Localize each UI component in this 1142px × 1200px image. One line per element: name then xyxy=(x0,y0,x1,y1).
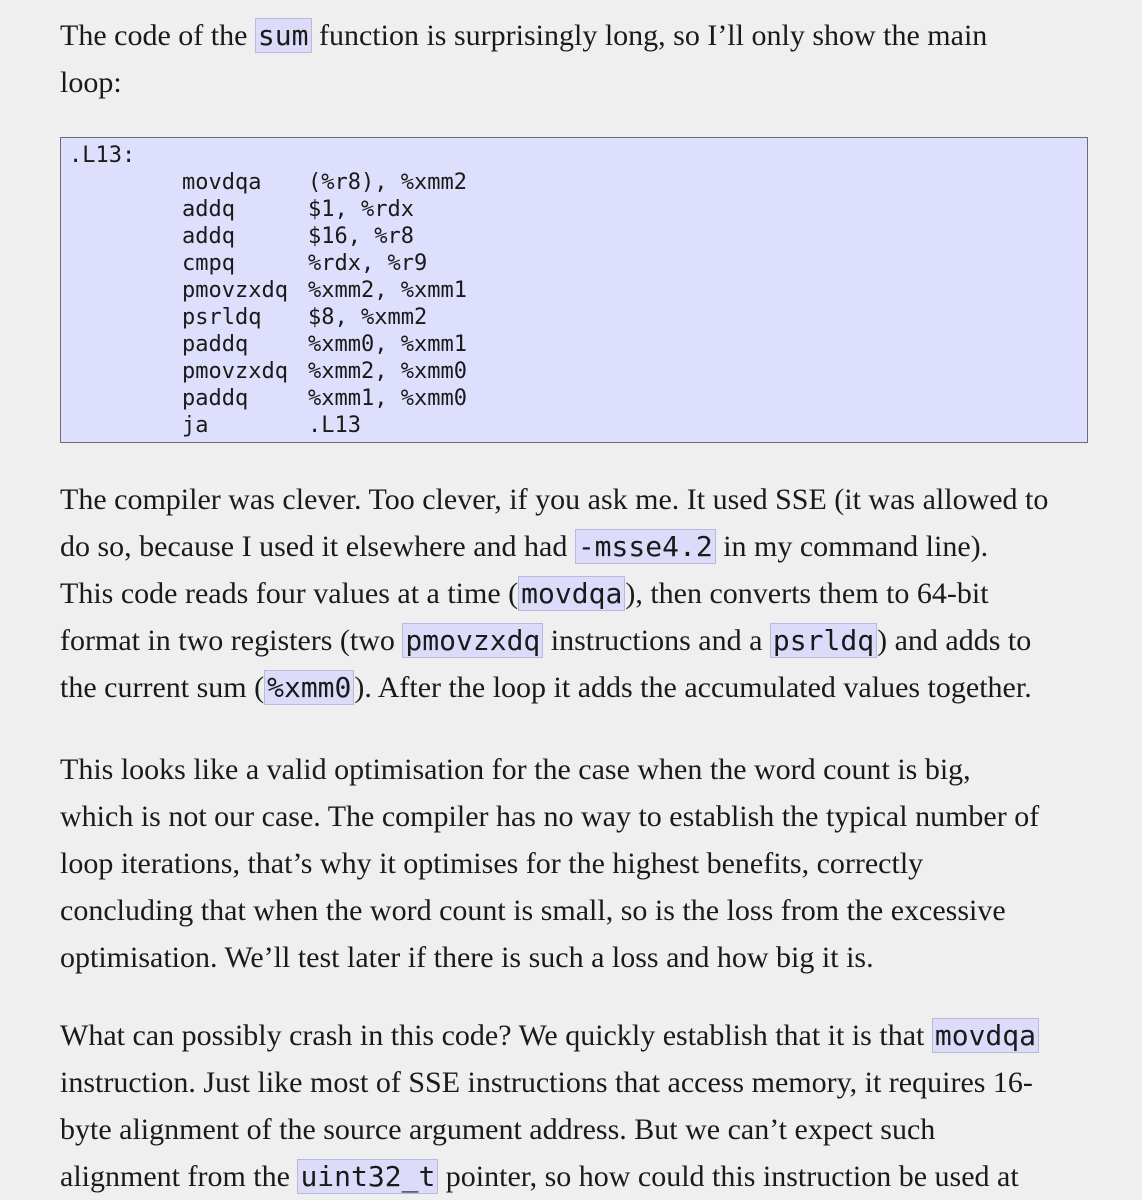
code-operands: $16, %r8 xyxy=(308,224,414,249)
code-operands: .L13 xyxy=(308,413,361,438)
text-span: function is surprisingly long, so I’ll only show the main xyxy=(311,19,988,52)
code-opcode: addq xyxy=(182,224,235,249)
text-span: alignment from the xyxy=(60,1160,298,1193)
inline-code-sum: sum xyxy=(255,18,312,53)
inline-code-xmm0: %xmm0 xyxy=(264,670,354,705)
paragraph-compiler-clever xyxy=(60,476,1100,711)
text-span: What can possibly crash in this code? We quickly establish that it is that xyxy=(60,1019,932,1052)
code-line xyxy=(69,169,1087,196)
text-line xyxy=(60,12,1100,59)
text-line xyxy=(60,1153,1100,1200)
code-lines xyxy=(69,169,1087,439)
text-line xyxy=(60,570,1100,617)
code-opcode: movdqa xyxy=(182,170,262,195)
text-line xyxy=(60,523,1100,570)
text-span: pointer, so how could this instruction be used at xyxy=(438,1160,1019,1193)
code-line xyxy=(69,304,1087,331)
code-opcode: psrldq xyxy=(182,305,262,330)
text-span: ), then converts them to 64-bit xyxy=(625,577,989,610)
code-opcode: cmpq xyxy=(182,251,235,276)
text-line: instruction. Just like most of SSE instructions that access memory, it requires 16- xyxy=(60,1066,1033,1099)
text-line: The compiler was clever. Too clever, if you ask me. It used SSE (it was allowed to xyxy=(60,483,1049,516)
text-line: byte alignment of the source argument address. But we can’t expect such xyxy=(60,1113,936,1146)
code-line xyxy=(69,196,1087,223)
code-line xyxy=(69,223,1087,250)
code-operands: %xmm1, %xmm0 xyxy=(308,386,467,411)
code-line xyxy=(69,358,1087,385)
assembly-code-block xyxy=(60,137,1088,443)
text-line xyxy=(60,1012,1100,1059)
text-span: the current sum ( xyxy=(60,671,265,704)
code-operands: $1, %rdx xyxy=(308,197,414,222)
code-line xyxy=(69,331,1087,358)
text-span: in my command line). xyxy=(715,530,989,563)
text-span: instructions and a xyxy=(543,624,770,657)
code-operands: %xmm0, %xmm1 xyxy=(308,332,467,357)
code-operands: (%r8), %xmm2 xyxy=(308,170,467,195)
text-line xyxy=(60,617,1100,664)
code-opcode: ja xyxy=(182,413,209,438)
text-line: concluding that when the word count is small, so is the loss from the excessive xyxy=(60,894,1006,927)
inline-code-msse: -msse4.2 xyxy=(575,529,716,564)
code-opcode: pmovzxdq xyxy=(182,359,288,384)
text-line: loop iterations, that’s why it optimises for the highest benefits, correctly xyxy=(60,847,924,880)
inline-code-uint32: uint32_t xyxy=(297,1159,438,1194)
paragraph-optimisation xyxy=(60,746,1100,981)
code-line xyxy=(69,412,1087,439)
text-span: format in two registers (two xyxy=(60,624,403,657)
code-opcode: paddq xyxy=(182,386,249,411)
text-span: ). After the loop it adds the accumulated values together. xyxy=(354,671,1032,704)
inline-code-movdqa: movdqa xyxy=(518,576,625,611)
inline-code-psrldq: psrldq xyxy=(770,623,877,658)
code-opcode: addq xyxy=(182,197,235,222)
code-line xyxy=(69,250,1087,277)
code-opcode: pmovzxdq xyxy=(182,278,288,303)
text-line: optimisation. We’ll test later if there is such a loss and how big it is. xyxy=(60,941,874,974)
text-span: ) and adds to xyxy=(877,624,1032,657)
text-line: which is not our case. The compiler has no way to establish the typical number of xyxy=(60,800,1040,833)
text-span: The code of the xyxy=(60,19,255,52)
code-operands: %xmm2, %xmm1 xyxy=(308,278,467,303)
paragraph-intro xyxy=(60,12,1100,106)
text-line xyxy=(60,664,1100,711)
code-opcode: paddq xyxy=(182,332,249,357)
text-span: This code reads four values at a time ( xyxy=(60,577,519,610)
inline-code-pmovzxdq: pmovzxdq xyxy=(402,623,543,658)
code-line xyxy=(69,277,1087,304)
text-line: This looks like a valid optimisation for the case when the word count is big, xyxy=(60,753,971,786)
inline-code-movdqa: movdqa xyxy=(932,1018,1039,1053)
paragraph-crash xyxy=(60,1012,1100,1200)
code-operands: %xmm2, %xmm0 xyxy=(308,359,467,384)
code-label: .L13: xyxy=(69,143,136,168)
text-span: do so, because I used it elsewhere and had xyxy=(60,530,575,563)
text-line: loop: xyxy=(60,66,122,99)
code-line xyxy=(69,385,1087,412)
code-operands: $8, %xmm2 xyxy=(308,305,428,330)
code-operands: %rdx, %r9 xyxy=(308,251,428,276)
